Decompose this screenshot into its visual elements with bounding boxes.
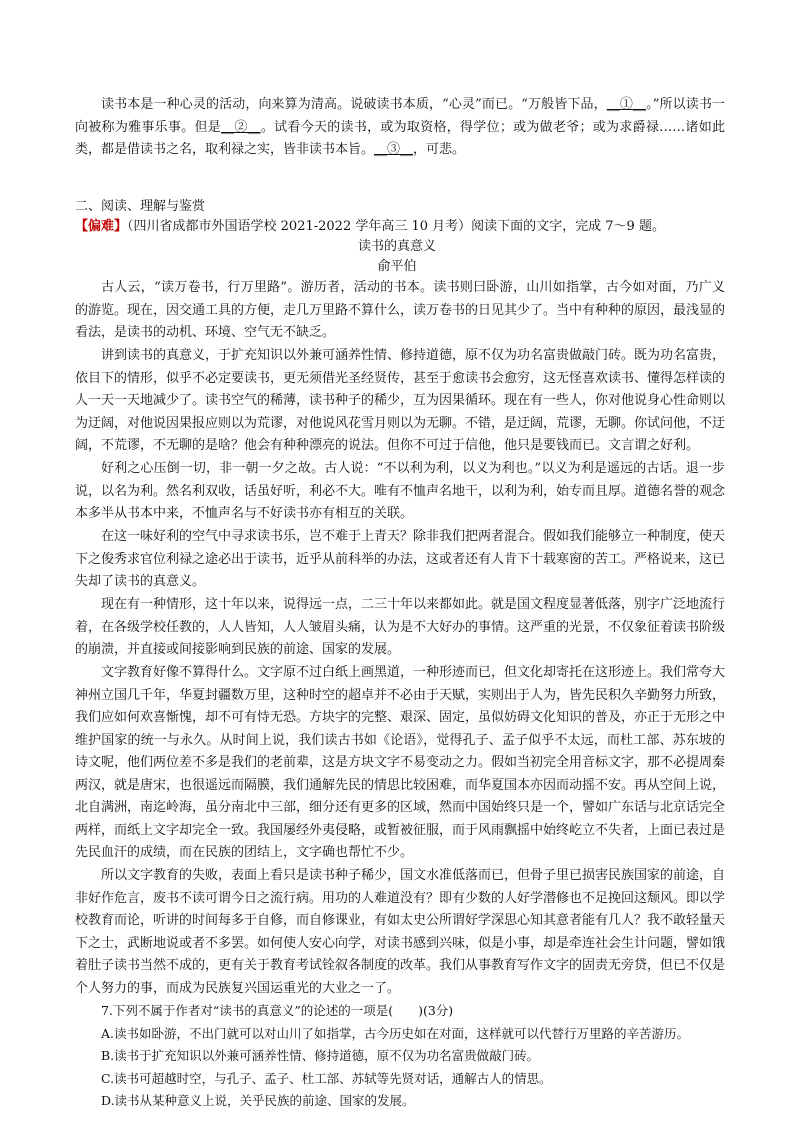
- article-paragraph-2: 讲到读书的真意义，于扩充知识以外兼可涵养性情、修持道德，原不仅为功名富贵做敲门砖。既为功名富贵，依目下的情形，似乎不必定要读书，更无须借光圣经贤传，甚至于愈读书会愈穷，这无怪喜欢读书、懂得怎样读的人一天一天地减少了。读书空气的稀薄，读书种子的稀少，互为因果循环。现在有一些人，你对他说身心性命则以为迂阔，对他说因果报应则以为荒谬，对他说风花雪月则以为无聊。不错，是迂阔，荒谬，无聊。你试问他，不迂阔，不荒谬，不无聊的是啥？他会有种种漂亮的说法。但你不可过于信他，他只是要钱而已。文言谓之好利。: [75, 348, 726, 453]
- blank-1[interactable]: __①__: [606, 97, 646, 112]
- answer-option-a[interactable]: A.读书如卧游，不出门就可以对山川了如指掌，古今历史如在对面，这样就可以代替行万里路的辛苦游历。: [101, 1025, 690, 1041]
- section-title: 二、阅读、理解与鉴赏: [75, 199, 206, 214]
- question-header: [75, 216, 725, 238]
- intro-text-4: ，可悲。: [413, 142, 466, 157]
- question-source: （四川省成都市外国语学校 2021-2022 学年高三 10 月考）阅读下面的文字，完成 7～9 题。: [127, 219, 665, 234]
- question-7: [0, 1000, 690, 1113]
- intro-paragraph: [75, 94, 725, 162]
- article-paragraph-6: 文字教育好像不算得什么。文字原不过白纸上画黑道，一种形迹而已，但文化却寄托在这形迹上。我们常夸大神州立国几千年，华夏封疆数万里，这种时空的超卓并不必由于天赋，实则出于人为，皆先民积久辛勤努力所致，我们应如何欢喜惭愧，却不可有恃无恐。方块字的完整、艰深、固定，虽似妨碍文化知识的普及，亦正于无形之中维护国家的统一与永久。从时间上说，我们读古书如《论语》，觉得孔子、孟子似乎不太远，而杜工部、苏东坡的诗文呢，他们两位差不多是我们的老前辈，这是方块文字不易变动之力。假如当初完全用音标文字，那不必提周秦两汉，就是唐宋，也很遥远而隔膜，我们通解先民的情思比较困难，而华夏国本亦因而动摇不安。再从空间上说，北自满洲，南迄岭海，虽分南北中三部，细分还有更多的区域，然而中国始终只是一个，譬如广东话与北京话完全两样，而纸上文字却完全一致。我国屡经外夷侵略，或暂被征服，而于风雨飘摇中始终屹立不失者，上面已表过是先民血汗的成绩，而在民族的团结上，文字确也帮忙不少。: [75, 665, 726, 860]
- question-7-stem: 7.下列不属于作者对“读书的真意义”的论述的一项是( )(3分): [101, 1003, 454, 1018]
- answer-option-b[interactable]: B.读书于扩充知识以外兼可涵养性情、修持道德，原不仅为功名富贵做敲门砖。: [101, 1048, 540, 1063]
- answer-option-c[interactable]: C.读书可超越时空，与孔子、孟子、杜工部、苏轼等先贤对话，通解古人的情思。: [101, 1070, 552, 1086]
- blank-2[interactable]: __②__: [221, 119, 261, 135]
- article-paragraph-4: 在这一味好利的空气中寻求读书乐，岂不难于上青天？除非我们把两者混合。假如我们能够立一种制度，使天下之俊秀求官位利禄之途必出于读书，近乎从前科举的办法，这或者还有人肯下十载寒窗的苦工。严格说来，这已失却了读书的真意义。: [75, 529, 726, 589]
- difficulty-tag: 【偏难】: [75, 219, 128, 234]
- intro-text-3: 。试看今天的读书，或为取资格，得学位；或为做老爷；或为求爵禄……诸如此类，都是借读书之名，取利禄之实，皆非读书本旨。: [75, 119, 725, 157]
- answer-option-d[interactable]: D.读书从某种意义上说，关乎民族的前途、国家的发展。: [101, 1093, 415, 1108]
- blank-3[interactable]: __③__: [374, 142, 414, 157]
- intro-text-1: 读书本是一种心灵的活动，向来算为清高。说破读书本质，“心灵”而已。“万般皆下品，: [101, 97, 607, 112]
- article-title: 读书的真意义: [357, 239, 436, 254]
- intro-text-2: 。”所以读书一向被称为雅事乐事。但是: [75, 97, 725, 135]
- article-paragraph-7: 所以文字教育的失败，表面上看只是读书种子稀少，国文水准低落而已，但骨子里已损害民族国家的前途，自非好作危言，废书不读可谓今日之流行病。用功的人难道没有？即有少数的人好学潜修也不足挽回这颓风。即以学校教育而论，听讲的时间每多于自修，而自修课业，有如太史公所谓好学深思心知其意者能有几人？我不敢轻量天下之士，武断地说或者不多罢。如何使人安心向学，对读书感到兴味，似是小事，却是牵连社会生计问题，譬如饿着肚子读书当然不成的，更有关于教育考试铨叙各制度的改革。我们从事教育写作文字的固责无旁贷，但已不仅是个人努力的事，而成为民族复兴国运重光的大业之一了。: [75, 868, 726, 996]
- article-author: 俞平伯: [377, 259, 417, 274]
- article-paragraph-5: 现在有一种情形，这十年以来，说得远一点，二三十年以来都如此。就是国文程度显著低落，别字广泛地流行着，在各级学校任教的，人人皆知，人人皱眉头痛，认为是不大好办的事情。这严重的光景，不仅象征着读书阶级的崩溃，并直接或间接影响到民族的前途、国家的发展。: [75, 597, 726, 657]
- article-paragraph-1: 古人云，“读万卷书，行万里路”。游历者，活动的书本。读书则曰卧游，山川如指掌，古今如对面，乃广义的游览。现在，因交通工具的方便，走几万里路不算什么，读万卷书的日见其少了。当中有种种的原因，最浅显的看法，是读书的动机、环境、空气无不缺乏。: [75, 280, 726, 340]
- article-paragraph-3: 好利之心压倒一切，非一朝一夕之故。古人说：“不以利为利，以义为利也。”以义为利是遥远的古话。退一步说，以名为利。然名利双收，话虽好听，利必不大。唯有不恤声名地干，以利为利，始专而且厚。道德名誉的观念本多半从书本中来，不恤声名与不好读书亦有相互的关联。: [75, 461, 726, 521]
